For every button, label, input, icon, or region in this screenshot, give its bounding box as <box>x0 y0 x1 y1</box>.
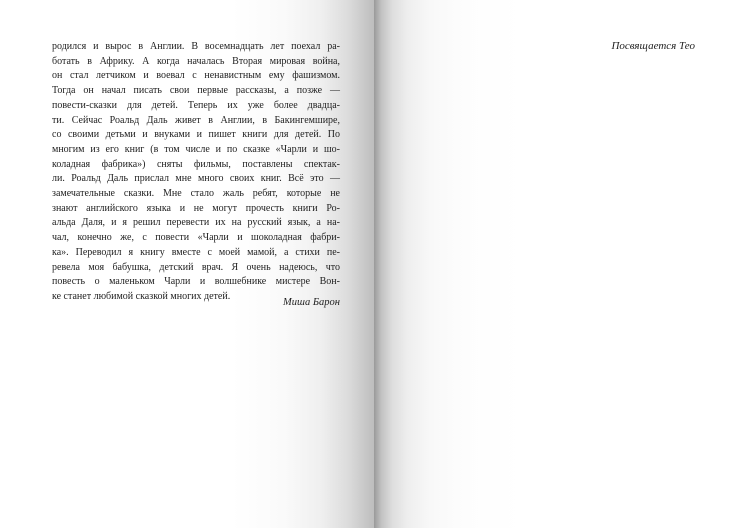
text-line: повести-сказки для детей. Теперь их уже более двадца- <box>52 99 340 111</box>
text-line: ботать в Африку. А когда началась Вторая мировая война, <box>52 55 340 67</box>
text-line: ка». Переводил я книгу вместе с моей мамой, а стихи пе- <box>52 246 340 258</box>
text-line: ти. Сейчас Роальд Даль живет в Англии, в Бакингемшире, <box>52 114 340 126</box>
translator-signature: Миша Барон <box>283 297 340 308</box>
text-line: Тогда он начал писать свои первые рассказы, а позже — <box>52 85 340 97</box>
text-line: повесть о маленьком Чарли и волшебнике мистере Вон- <box>52 276 340 288</box>
right-page <box>374 0 747 528</box>
text-line: чал, конечно же, с повести «Чарли и шоколадная фабри- <box>52 232 340 244</box>
text-line: альда Даля, и я решил перевести их на русский язык, а на- <box>52 217 340 229</box>
text-line: он стал летчиком и воевал с ненавистным ему фашизмом. <box>52 70 340 82</box>
text-line: ке станет любимой сказкой многих детей. <box>52 290 231 302</box>
text-line: со своими детьми и внуками и пишет книги для детей. По <box>52 129 340 141</box>
text-line: ли. Роальд Даль прислал мне много своих книг. Всё это — <box>52 173 340 185</box>
text-line: ревела моя бабушка, детский врач. Я очень надеюсь, что <box>52 261 340 273</box>
text-line: родился и вырос в Англии. В восемнадцать лет поехал ра- <box>52 41 340 52</box>
translator-note-text <box>52 40 340 305</box>
text-line: замечательные сказки. Мне стало жаль ребят, которые не <box>52 188 340 200</box>
text-line: коладная фабрика») сняты фильмы, поставлены спектак- <box>52 158 340 170</box>
dedication-text: Посвящается Тео <box>611 40 695 52</box>
text-line: многим из его книг (в том числе и по сказке «Чарли и шо- <box>52 143 340 155</box>
text-line: знают английского языка и не могут прочесть книги Ро- <box>52 202 340 214</box>
